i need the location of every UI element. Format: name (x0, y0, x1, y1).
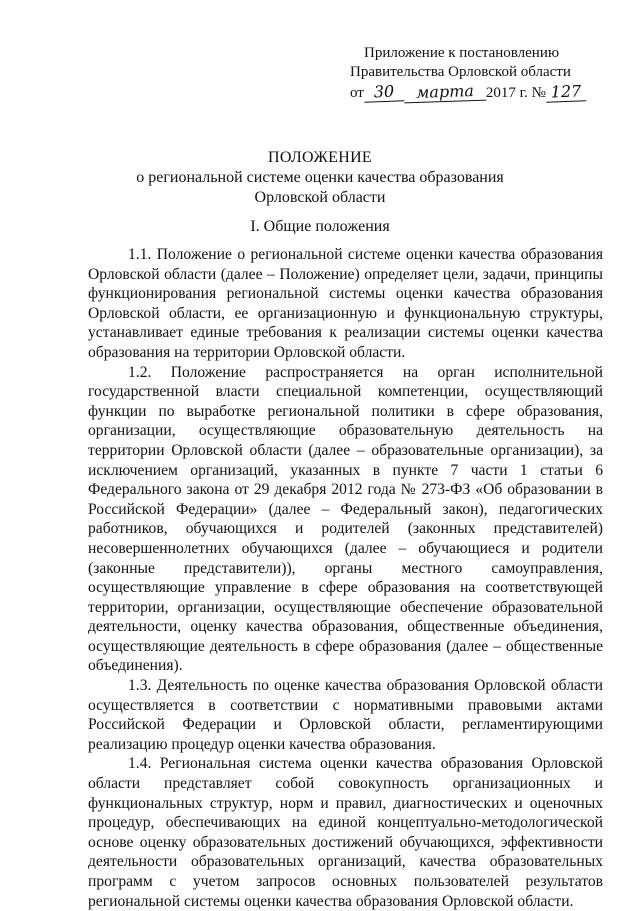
title-subtitle-1: о региональной системе оценки качества образования (136, 169, 504, 186)
handwritten-number: 127 (546, 81, 587, 102)
appendix-line-3 (338, 82, 598, 103)
paragraph-1-1: 1.1. Положение о региональной системе оценки качества образования Орловской области (далее – Положение) определяет цели, задачи, принципы функционирования региональной системы оценки качества образования Орловской области, ее организационную и функциональную структуры, устанавливает единые требования к реализации системы оценки качества образования на территории Орловской области. (88, 246, 603, 361)
appendix-year: 2017 г. № (485, 85, 546, 101)
title-subtitle-2: Орловской области (254, 189, 386, 206)
document-title (0, 148, 640, 208)
handwritten-day: 30 (364, 81, 405, 102)
document-body (88, 245, 603, 911)
handwritten-month: марта (404, 81, 487, 104)
paragraph-1-4: 1.4. Региональная система оценки качества образования Орловской области представляет собой совокупность организационных и функциональных структур, норм и правил, диагностических и оценочных процедур, обеспечивающих на единой концептуально-методологической основе оценку образовательных достижений обучающихся, эффективности деятельности образовательных организаций, качества образовательных программ с учетом запросов основных пользователей результатов региональной системы оценки качества образования Орловской области. (88, 755, 603, 910)
paragraph-1-2: 1.2. Положение распространяется на орган исполнительной государственной власти специальной компетенции, осуществляющий функции по выработке региональной политики в сфере образования, организации, осуществляющие образовательную деятельность на территории Орловской области (далее – образовательные организации), за исключением организаций, указанных в пункте 7 части 1 статьи 6 Федерального закона от 29 декабря 2012 года № 273-ФЗ «Об образовании в Российской Федерации» (далее – Федеральный закон), педагогических работников, обучающихся и родителей (законных представителей) несовершеннолетних обучающихся (далее – обучающиеся и родители (законные представители)), органы местного самоуправления, осуществляющие управление в сфере образования на соответствующей территории, организации, осуществляющие обеспечение образовательной деятельности, оценку качества образования, общественные объединения, осуществляющие деятельность в сфере образования (далее – общественные объединения). (88, 363, 603, 675)
title-heading: ПОЛОЖЕНИЕ (267, 149, 372, 166)
appendix-line-2: Правительства Орловской области (350, 64, 571, 80)
appendix-header (338, 44, 598, 103)
appendix-prefix: от (350, 85, 364, 101)
appendix-line-1: Приложение к постановлению (364, 45, 560, 61)
paragraph-1-3: 1.3. Деятельность по оценке качества образования Орловской области осуществляется в соответствии с нормативными правовыми актами Российской Федерации и Орловской области, регламентирующими реализацию процедур оценки качества образования. (88, 677, 603, 753)
section-heading: I. Общие положения (250, 218, 390, 235)
